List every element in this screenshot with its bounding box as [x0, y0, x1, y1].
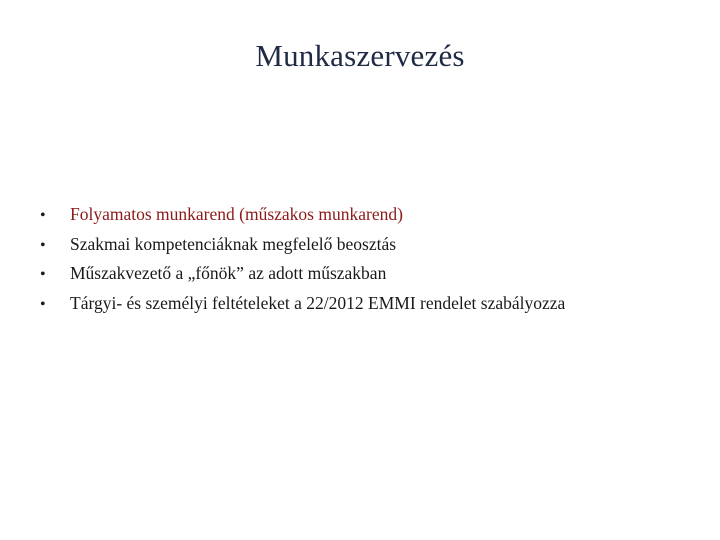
bullet-dot-icon: •: [40, 236, 46, 254]
slide-title: Munkaszervezés: [255, 38, 465, 73]
bullet-item: [40, 259, 700, 289]
bullet-text: Tárgyi- és személyi feltételeket a 22/2012 EMMI rendelet szabályozza: [70, 292, 566, 313]
bullet-text: Folyamatos munkarend (műszakos munkarend): [70, 204, 403, 224]
bullet-list: [40, 200, 700, 318]
bullet-dot-icon: •: [40, 266, 46, 283]
bullet-text: Szakmai kompetenciáknak megfelelő beosztás: [70, 233, 397, 254]
bullet-item: [40, 230, 700, 260]
bullet-item: [40, 200, 700, 230]
bullet-text: Műszakvezető a „főnök” az adott műszakban: [70, 263, 387, 283]
bullet-dot-icon: •: [40, 295, 46, 313]
bullet-dot-icon: •: [40, 207, 46, 224]
bullet-item: [40, 289, 700, 319]
